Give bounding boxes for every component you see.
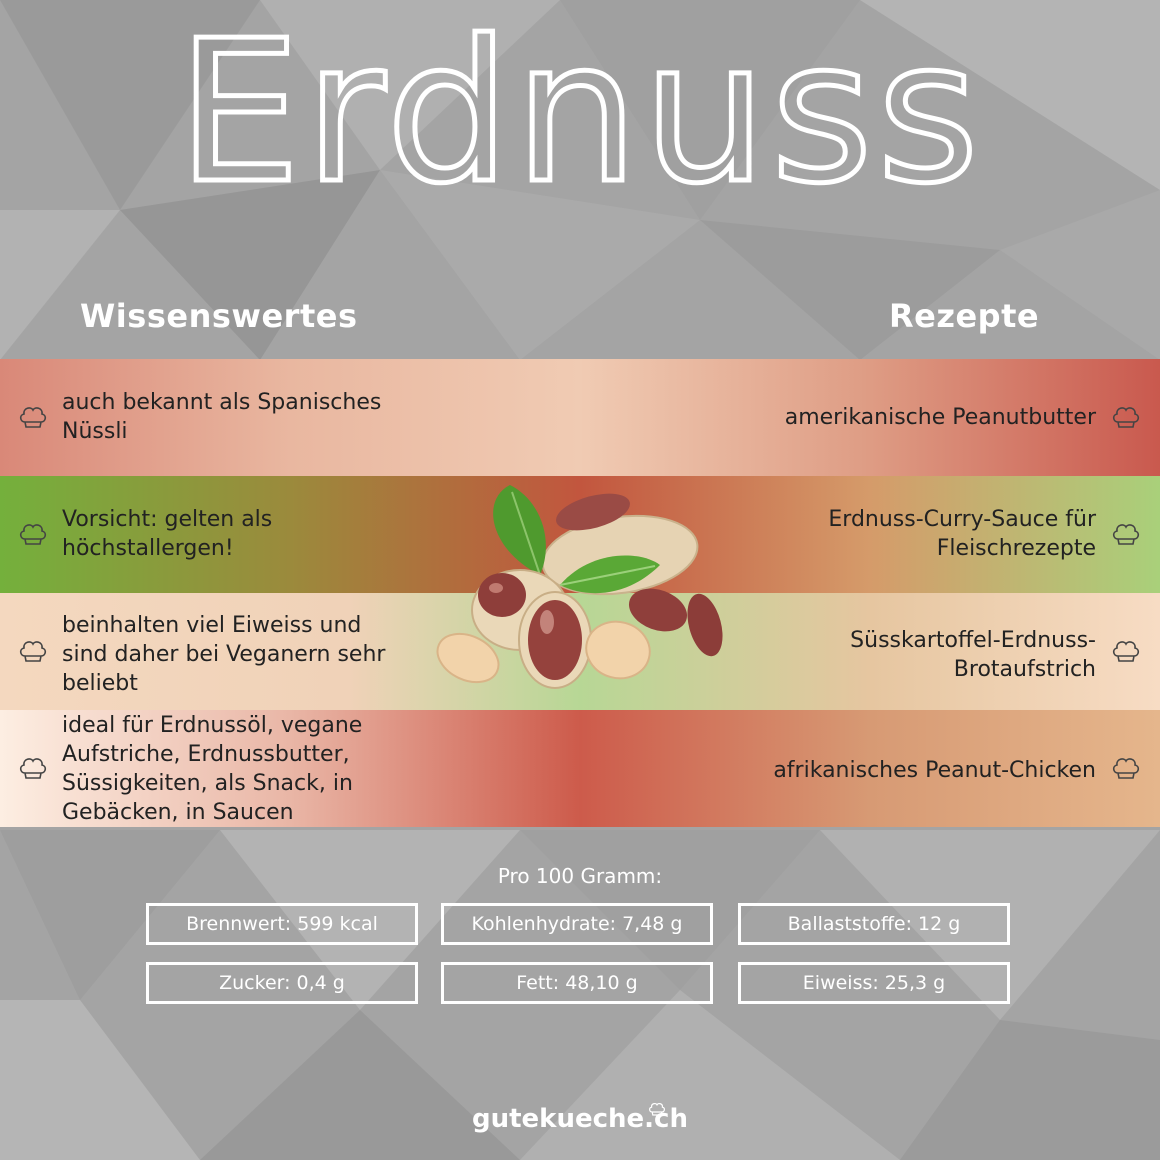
- chef-hat-icon: [18, 638, 48, 664]
- recipe-2[interactable]: [676, 505, 1096, 563]
- recipe-line: Erdnuss-Curry-Sauce für: [828, 507, 1096, 532]
- fact-line: ideal für Erdnussöl, vegane: [62, 713, 363, 738]
- fact-line: sind daher bei Veganern sehr: [62, 642, 386, 667]
- recipe-line: Süsskartoffel-Erdnuss-: [850, 628, 1096, 653]
- recipe-4[interactable]: [676, 756, 1096, 785]
- recipe-line: afrikanisches Peanut-Chicken: [773, 758, 1096, 783]
- fact-line: Vorsicht: gelten als: [62, 507, 273, 532]
- recipes-heading: Rezepte: [889, 297, 1040, 335]
- fact-line: höchstallergen!: [62, 536, 234, 561]
- recipe-3[interactable]: [676, 626, 1096, 684]
- fact-line: beliebt: [62, 671, 138, 696]
- nutrition-carbs: Kohlenhydrate: 7,48 g: [441, 903, 713, 945]
- fact-line: Nüssli: [62, 419, 128, 444]
- fact-line: Aufstriche, Erdnussbutter,: [62, 742, 350, 767]
- chef-hat-icon: [18, 404, 48, 430]
- nutrition-heading: Pro 100 Gramm:: [497, 864, 663, 888]
- fact-line: beinhalten viel Eiweiss und: [62, 613, 362, 638]
- fact-3: [62, 611, 432, 698]
- fact-4: [62, 711, 432, 827]
- recipe-1[interactable]: [676, 403, 1096, 432]
- nutrition-fat: Fett: 48,10 g: [441, 962, 713, 1004]
- footer-brand[interactable]: gutekueche.ch: [472, 1104, 688, 1134]
- nutrition-fiber: Ballaststoffe: 12 g: [738, 903, 1010, 945]
- chef-hat-icon: [1111, 638, 1141, 664]
- fact-line: Süssigkeiten, als Snack, in: [62, 771, 353, 796]
- fact-2: [62, 505, 432, 563]
- chef-hat-icon: [18, 521, 48, 547]
- chef-hat-icon: [1111, 755, 1141, 781]
- title-banner: [0, 0, 1160, 200]
- fact-line: Gebäcken, in Saucen: [62, 800, 294, 825]
- chef-hat-icon: [18, 755, 48, 781]
- chef-hat-icon: [1111, 404, 1141, 430]
- chef-hat-icon: [1111, 521, 1141, 547]
- recipe-line: Brotaufstrich: [953, 657, 1096, 682]
- nutrition-sugar: Zucker: 0,4 g: [146, 962, 418, 1004]
- chef-hat-icon: [648, 1101, 666, 1117]
- facts-heading: Wissenswertes: [80, 297, 358, 335]
- peanuts-image: [430, 480, 730, 695]
- fact-line: auch bekannt als Spanisches: [62, 390, 382, 415]
- fact-1: [62, 388, 432, 446]
- nutrition-energy: Brennwert: 599 kcal: [146, 903, 418, 945]
- recipe-line: Fleischrezepte: [936, 536, 1096, 561]
- nutrition-protein: Eiweiss: 25,3 g: [738, 962, 1010, 1004]
- recipe-line: amerikanische Peanutbutter: [784, 405, 1096, 430]
- page-title: Erdnuss: [176, 0, 984, 200]
